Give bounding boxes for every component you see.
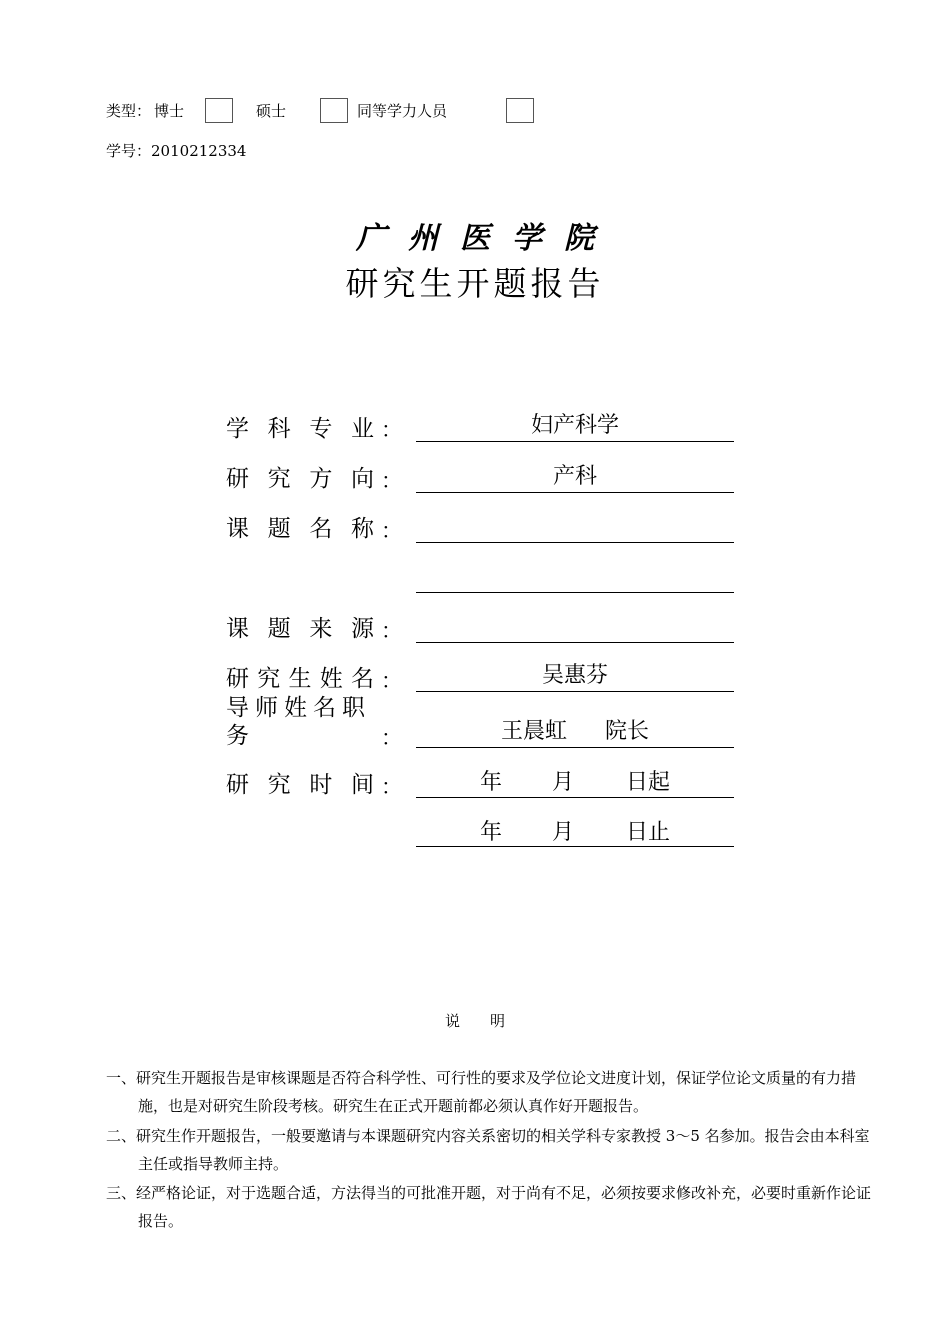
note-item-1: 一、研究生开题报告是审核课题是否符合科学性、可行性的要求及学位论文进度计划，保证学位论文质量的有力措施，也是对研究生阶段考核。研究生在正式开题前都必须认真作好开题报告。 (106, 1069, 857, 1115)
option-doctor-label: 博士 (154, 102, 185, 120)
period-start-day: 日起 (626, 770, 671, 795)
advisor-name: 王晨虹 (500, 719, 567, 744)
discipline-colon: ： (381, 418, 402, 442)
report-title: 研究生开题报告 (345, 264, 605, 303)
option-master-checkbox[interactable] (320, 98, 348, 123)
period-colon: ： (381, 775, 402, 799)
period-start-year: 年 (480, 770, 503, 795)
period-end-field[interactable] (416, 816, 734, 847)
notes-title: 说明 (444, 1012, 535, 1030)
student-name-label: 研 究 生 姓 名 (226, 666, 374, 692)
option-master-label: 硕士 (256, 102, 287, 120)
period-start-month: 月 (552, 770, 575, 795)
advisor-title: 院长 (605, 719, 650, 744)
advisor-colon: ： (381, 726, 402, 750)
type-label: 类型： (106, 102, 152, 120)
student-name-field[interactable]: 吴惠芬 (416, 661, 734, 692)
topic-name-field[interactable] (416, 512, 734, 543)
school-name: 广州医学院 (356, 221, 616, 256)
option-equivalent-label: 同等学力人员 (357, 102, 448, 120)
student-id-row (106, 140, 246, 161)
period-label: 研 究 时 间 (226, 772, 374, 798)
student-id-value: 2010212334 (151, 142, 247, 160)
advisor-field[interactable] (416, 717, 734, 748)
direction-label: 研 究 方 向 (226, 466, 374, 492)
note-item-2: 二、研究生作开题报告，一般要邀请与本课题研究内容关系密切的相关学科专家教授 3～5 名参加。报告会由本科室主任或指导教师主持。 (106, 1127, 870, 1173)
topic-name-label: 课 题 名 称 (226, 516, 374, 542)
topic-source-label: 课 题 来 源 (226, 616, 374, 642)
topic-name-field-line2[interactable] (416, 562, 734, 593)
period-end-month: 月 (552, 820, 575, 845)
period-end-year: 年 (480, 820, 503, 845)
discipline-label: 学 科 专 业 (226, 416, 374, 442)
period-start-field[interactable] (416, 767, 734, 798)
note-item-3: 三、经严格论证，对于选题合适，方法得当的可批准开题，对于尚有不足，必须按要求修改补充，必要时重新作论证报告。 (106, 1184, 872, 1230)
direction-field[interactable]: 产科 (416, 462, 734, 493)
student-id-label: 学号： (106, 142, 152, 160)
option-doctor-checkbox[interactable] (205, 98, 233, 123)
student-name-colon: ： (381, 669, 402, 693)
option-equivalent-checkbox[interactable] (506, 98, 534, 123)
topic-name-colon: ： (381, 519, 402, 543)
period-end-day: 日止 (626, 820, 671, 845)
advisor-label: 导师姓名职 务 (226, 695, 371, 749)
discipline-field[interactable]: 妇产科学 (416, 411, 734, 442)
direction-colon: ： (381, 469, 402, 493)
topic-source-field[interactable] (416, 612, 734, 643)
topic-source-colon: ： (381, 619, 402, 643)
